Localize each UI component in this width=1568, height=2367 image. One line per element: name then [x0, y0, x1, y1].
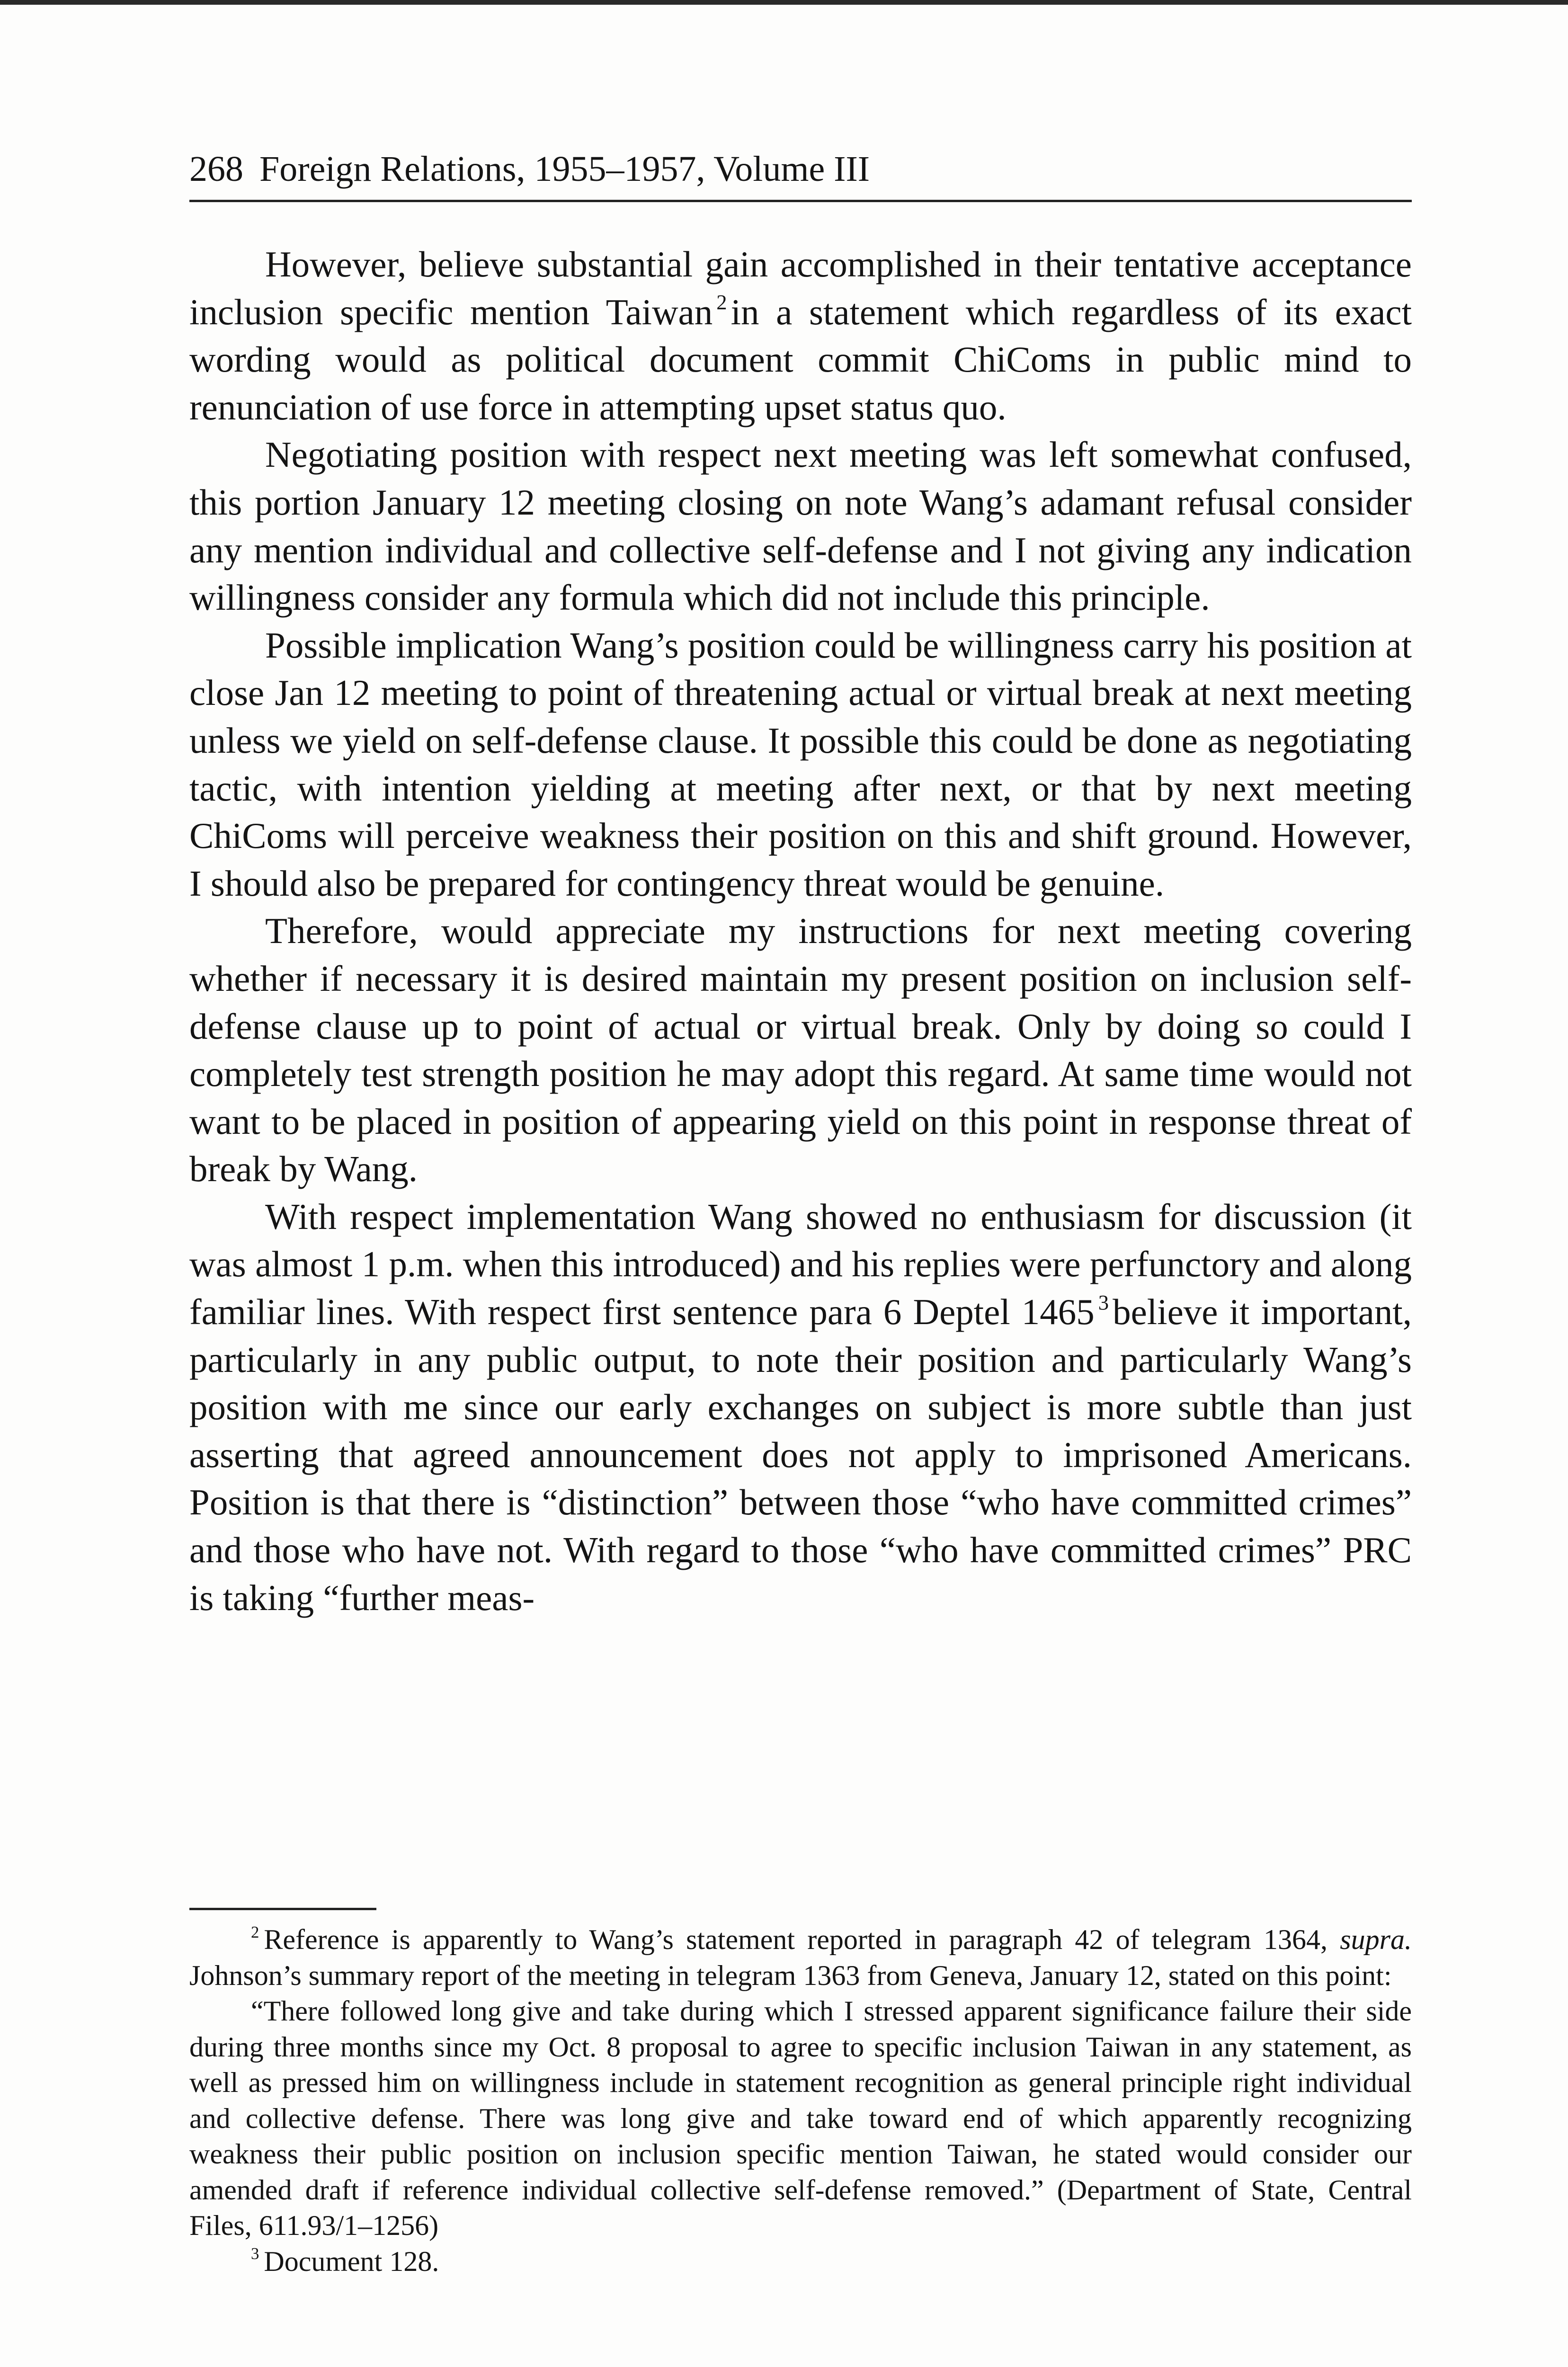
paragraph-1 [189, 240, 1412, 431]
running-header [189, 138, 1412, 202]
body-text [189, 240, 1412, 1621]
paragraph-4: Therefore, would appreciate my instructions for next meeting covering whether if necessary it is desired maintain my present position on inclusion self-defense clause up to point of actual or virtual break. Only by doing so could I completely test strength position he may adopt this regard. At same time would not want to be placed in position of appearing yield on this point in response threat of break by Wang. [189, 910, 1412, 1190]
page-number: 268 [189, 149, 243, 189]
footnote-2-quote: “There followed long give and take during which I stressed apparent significance failure their side during three months since my Oct. 8 proposal to agree to specific inclusion Taiwan in any statement, as well as pressed him on willingness include in statement recognition as general principle right individual and collective defense. There was long give and take toward end of which apparently recognizing weakness their public position on inclusion specific mention Taiwan, he stated would consider our amended draft if reference individual collective self-defense removed.” (Department of State, Central Files, 611.93/1–1256) [189, 1995, 1412, 2241]
footnote-ref-2[interactable]: 2 [716, 290, 727, 314]
paragraph-2: Negotiating position with respect next meeting was left somewhat confused, this portion January 12 meeting closing on note Wang’s adamant refusal consider any mention individual and collective self-defense and I not giving any indication willingness consider any formula which did not include this principle. [189, 434, 1412, 618]
footnote-divider [189, 1908, 376, 1910]
paragraph-5-text-a: With respect implementation Wang showed no enthusiasm for discussion (it was almost 1 p.m. when this introduced) and his replies were perfunctory and along familiar lines. With respect first sentence para 6 Deptel 1465 [189, 1196, 1412, 1333]
footnote-2-supra: supra. [1340, 1924, 1412, 1955]
paragraph-1-text-b: in a statement which regardless of its exact wording would as political document commit ChiComs in public mind to renunciation of use force in attempting upset status quo. [189, 291, 1412, 427]
paragraph-1-text-a: However, believe substantial gain accomplished in their tentative acceptance inclusion specific mention Taiwan [189, 244, 1412, 332]
footnote-2-marker: 2 [251, 1922, 259, 1941]
footnote-3-text: Document 128. [264, 2245, 439, 2277]
paragraph-5-text-b: believe it important, particularly in any public output, to note their position and particularly Wang’s position with me since our early exchanges on subject is more subtle than just asserting that agreed announcement does not apply to imprisoned Americans. Position is that there is “distinction” between those “who have committed crimes” and those who have not. With regard to those “who have committed crimes” PRC is taking “further meas- [189, 1291, 1412, 1618]
footnotes [189, 1922, 1412, 2279]
footnote-2-text-a: Reference is apparently to Wang’s statement reported in paragraph 42 of telegram 1364, [264, 1924, 1328, 1955]
paragraph-3: Possible implication Wang’s position could be willingness carry his position at close Jan 12 meeting to point of threatening actual or virtual break at next meeting unless we yield on self-defense clause. It possible this could be done as negotiating tactic, with intention yielding at meeting after next, or that by next meeting ChiComs will perceive weakness their position on this and shift ground. However, I should also be prepared for contingency threat would be genuine. [189, 624, 1412, 904]
footnote-ref-3[interactable]: 3 [1098, 1290, 1109, 1314]
footnote-2-text-b: Johnson’s summary report of the meeting in telegram 1363 from Geneva, January 12, stated on this point: [189, 1959, 1392, 1991]
footnote-3-marker: 3 [251, 2244, 259, 2263]
running-title: Foreign Relations, 1955–1957, Volume III [259, 149, 870, 189]
footnote-2 [189, 1922, 1412, 1993]
footnote-3 [189, 2244, 1412, 2280]
paragraph-5 [189, 1193, 1412, 1621]
page-top-edge [0, 0, 1568, 5]
